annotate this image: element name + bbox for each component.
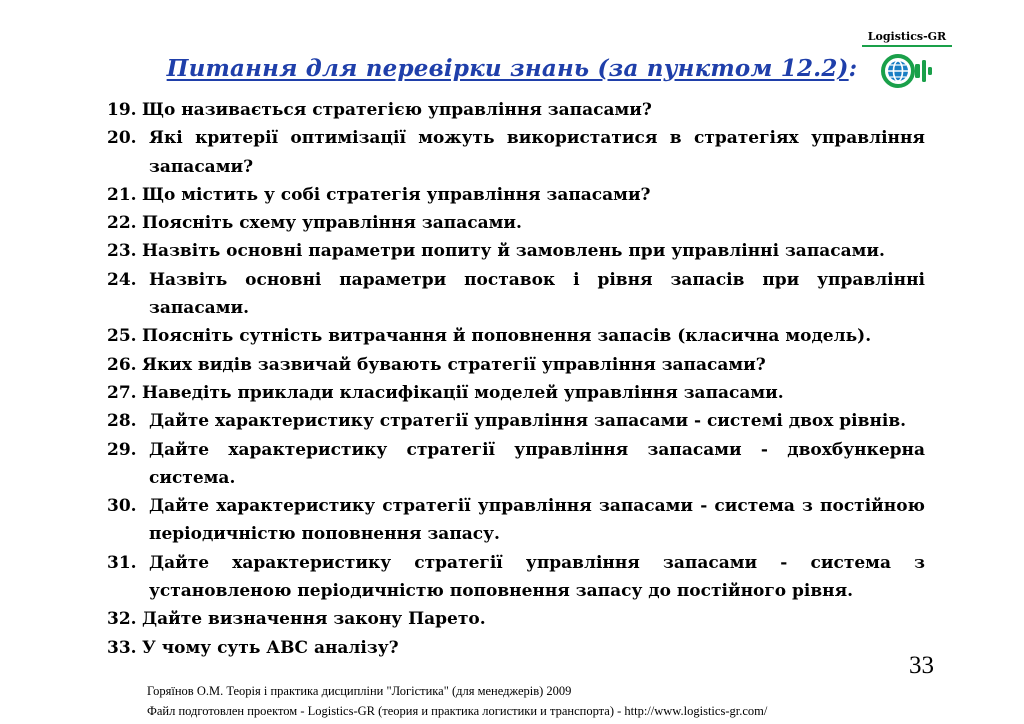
brand-rule bbox=[862, 45, 952, 47]
question-number: 30. bbox=[107, 496, 137, 517]
question-number: 27. bbox=[107, 382, 137, 403]
question-number: 20. bbox=[107, 128, 137, 149]
question-item bbox=[107, 237, 925, 265]
question-item bbox=[107, 209, 925, 237]
question-text: Дайте характеристику стратегії управління запасами - система з установленою періодичністю поповнення запасу до постійного рівня. bbox=[149, 552, 925, 602]
question-item bbox=[107, 322, 925, 350]
question-number: 28. bbox=[107, 411, 137, 432]
question-item bbox=[107, 96, 925, 124]
question-number: 31. bbox=[107, 552, 137, 573]
question-item bbox=[107, 351, 925, 379]
slide-title-text: Питання для перевірки знань (за пунктом 12.2) bbox=[166, 55, 849, 82]
question-number: 29. bbox=[107, 439, 137, 460]
slide-title bbox=[0, 55, 1024, 82]
question-text: Дайте характеристику стратегії управління запасами - двохбункерна система. bbox=[149, 439, 925, 488]
question-text: Які критерії оптимізації можуть використатися в стратегіях управління запасами? bbox=[149, 128, 925, 177]
footer bbox=[147, 681, 767, 721]
footer-line-source: Файл подготовлен проектом - Logistics-GR (теория и практика логистики и транспорта) - http://www.logistics-gr.com/ bbox=[147, 704, 768, 718]
question-text: Назвіть основні параметри попиту й замовлень при управлінні запасами. bbox=[142, 241, 885, 262]
question-item bbox=[107, 492, 925, 549]
footer-line-author: Горяїнов О.М. Теорія і практика дисципліни "Логістика" (для менеджерів) 2009 bbox=[147, 684, 572, 698]
question-item bbox=[107, 266, 925, 323]
question-text: Що містить у собі стратегія управління запасами? bbox=[142, 184, 651, 205]
question-text: Яких видів зазвичай бувають стратегії управління запасами? bbox=[142, 354, 766, 375]
question-number: 21. bbox=[107, 184, 137, 205]
question-text: Дайте характеристику стратегії управління запасами - системі двох рівнів. bbox=[149, 411, 907, 432]
question-item bbox=[107, 181, 925, 209]
question-text: Наведіть приклади класифікації моделей управління запасами. bbox=[142, 382, 784, 403]
question-item bbox=[107, 549, 925, 606]
question-number: 22. bbox=[107, 213, 137, 234]
question-list bbox=[107, 96, 925, 662]
question-item bbox=[107, 634, 925, 662]
question-text: Поясніть схему управління запасами. bbox=[142, 213, 522, 234]
question-number: 24. bbox=[107, 269, 137, 290]
question-number: 32. bbox=[107, 609, 137, 630]
question-text: У чому суть АВС аналізу? bbox=[142, 637, 399, 658]
question-text: Назвіть основні параметри поставок і рівня запасів при управлінні запасами. bbox=[149, 269, 925, 319]
question-number: 23. bbox=[107, 241, 137, 262]
question-number: 25. bbox=[107, 326, 137, 347]
question-item bbox=[107, 379, 925, 407]
question-item bbox=[107, 436, 925, 493]
question-item bbox=[107, 124, 925, 181]
question-text: Що називається стратегією управління запасами? bbox=[142, 100, 652, 120]
question-number: 33. bbox=[107, 637, 137, 658]
question-text: Поясніть сутність витрачання й поповнення запасів (класична модель). bbox=[142, 326, 872, 347]
question-text: Дайте визначення закону Парето. bbox=[142, 609, 486, 630]
question-number: 19. bbox=[107, 100, 137, 120]
slide-title-suffix: : bbox=[848, 55, 858, 82]
question-number: 26. bbox=[107, 354, 137, 375]
brand-name: Logistics-GR bbox=[867, 30, 947, 43]
question-item bbox=[107, 407, 925, 435]
question-text: Дайте характеристику стратегії управління запасами - система з постійною періодичністю поповнення запасу. bbox=[149, 496, 925, 545]
question-item bbox=[107, 605, 925, 633]
page-number: 33 bbox=[909, 652, 934, 679]
